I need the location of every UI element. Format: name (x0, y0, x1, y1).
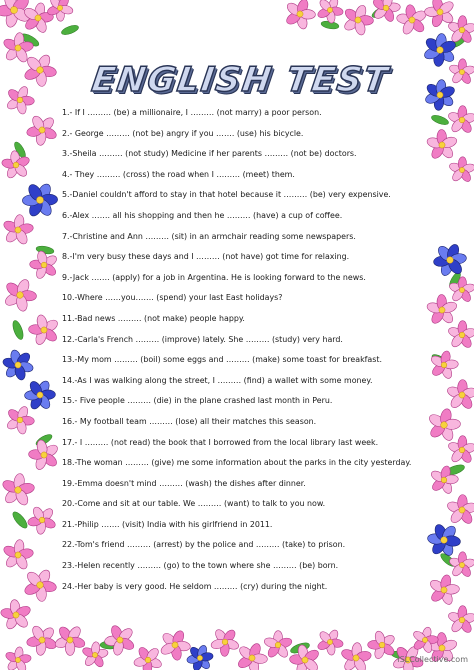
question-item: 8.-I'm very busy these days and I ……… (not have) got time for relaxing. (62, 252, 350, 262)
pink-flower-icon (285, 0, 316, 30)
pink-flower-icon (2, 539, 34, 571)
pink-flower-icon (447, 320, 474, 349)
pink-flower-icon (3, 278, 37, 312)
question-item: 10.-Where ……you……. (spend) your last East holidays? (62, 293, 283, 303)
blue-flower-icon (424, 79, 456, 111)
pink-flower-icon (447, 105, 474, 134)
question-item: 1.- If I ……… (be) a millionaire, I ……… (not marry) a poor person. (62, 108, 322, 117)
pink-flower-icon (5, 405, 34, 435)
title-text: ENGLISH TEST (88, 60, 392, 100)
question-item: 22.-Tom's friend ……… (arrest) by the police and ……… (take) to prison. (62, 540, 346, 550)
pink-flower-icon (396, 4, 428, 36)
question-item: 4.- They ……… (cross) the road when I ……… (meet) them. (62, 169, 295, 179)
question-item: 23.-Helen recently ……… (go) to the town where she ……… (be) born. (62, 561, 339, 571)
pink-flower-icon (29, 250, 58, 280)
question-item: 19.-Emma doesn't mind ……… (wash) the dishes after dinner. (62, 478, 306, 488)
question-item: 14.-As I was walking along the street, I ……… (find) a wallet with some money. (62, 375, 373, 385)
leaf-icon (430, 114, 449, 127)
question-item: 6.-Alex ……. all his shopping and then he ……… (have) a cup of coffee. (62, 210, 343, 220)
question-item: 5.-Daniel couldn't afford to stay in that hotel because it ……… (be) very expensive. (62, 190, 391, 200)
pink-flower-icon (28, 314, 59, 346)
pink-flower-icon (448, 157, 474, 184)
pink-flower-icon (447, 605, 474, 634)
watermark-text: iSLCollective.com (397, 655, 468, 664)
pink-flower-icon (159, 629, 191, 661)
pink-flower-icon (236, 642, 267, 670)
question-item: 2.- George ……… (not be) angry if you ……. (use) his bicycle. (62, 128, 304, 138)
blue-flower-icon (186, 644, 213, 670)
worksheet-title (90, 58, 390, 102)
question-item: 20.-Come and sit at our table. We ……… (want) to talk to you now. (62, 499, 326, 509)
pink-flower-icon (446, 494, 474, 525)
pink-flower-icon (210, 628, 240, 657)
question-item: 12.-Carla's French ……… (improve) lately. She ……… (study) very hard. (62, 334, 343, 344)
question-item: 13.-My mom ……… (boil) some eggs and ……… (make) some toast for breakfast. (62, 355, 382, 365)
leaf-icon (11, 319, 25, 341)
pink-flower-icon (343, 4, 374, 36)
pink-flower-icon (104, 624, 136, 656)
pink-flower-icon (133, 646, 163, 670)
question-item: 17.- I ……… (not read) the book that I borrowed from the local library last week. (62, 437, 379, 447)
pink-flower-icon (5, 85, 34, 115)
pink-flower-icon (263, 631, 293, 660)
pink-flower-icon (340, 642, 372, 670)
pink-flower-icon (28, 439, 59, 471)
pink-flower-icon (2, 214, 34, 246)
pink-flower-icon (316, 628, 343, 655)
pink-flower-icon (1, 473, 35, 507)
pink-flower-icon (54, 625, 86, 656)
question-item: 11.-Bad news ……… (not make) people happy. (62, 313, 245, 323)
leaf-icon (11, 510, 30, 530)
blue-flower-icon (22, 182, 58, 218)
blue-flower-icon (427, 523, 461, 557)
question-list (62, 103, 422, 597)
question-item: 7.-Christine and Ann ……… (sit) in an armchair reading some newspapers. (62, 231, 356, 241)
question-item: 16.- My football team ……… (lose) all their matches this season. (62, 416, 317, 426)
pink-flower-icon (27, 505, 57, 534)
pink-flower-icon (23, 53, 57, 87)
question-item: 18.-The woman ……… (give) me some information about the parks in the city yesterday. (62, 458, 412, 468)
blue-flower-icon (24, 379, 55, 411)
pink-flower-icon (448, 552, 474, 579)
question-item: 21.-Philip ……. (visit) India with his girlfriend in 2011. (62, 519, 273, 529)
pink-flower-icon (0, 599, 32, 631)
pink-flower-icon (448, 59, 474, 86)
pink-flower-icon (316, 0, 343, 24)
pink-flower-icon (371, 0, 400, 23)
question-item: 24.-Her baby is very good. He seldom ……… (cry) during the night. (62, 581, 328, 591)
question-item: 3.-Sheila ……… (not study) Medicine if her parents ……… (not be) doctors. (62, 149, 357, 159)
blue-flower-icon (433, 243, 467, 277)
leaf-icon (60, 24, 79, 37)
blue-flower-icon (2, 349, 34, 381)
pink-flower-icon (427, 408, 461, 442)
pink-flower-icon (23, 568, 57, 602)
question-item: 9.-Jack ……. (apply) for a job in Argentina. He is looking forward to the news. (62, 272, 366, 282)
question-item: 15.- Five people ……… (die) in the plane crashed last month in Peru. (62, 396, 333, 406)
pink-flower-icon (26, 624, 58, 656)
pink-flower-icon (428, 574, 459, 606)
pink-flower-icon (4, 646, 31, 670)
pink-flower-icon (1, 150, 31, 179)
pink-flower-icon (446, 379, 474, 410)
pink-flower-icon (26, 114, 58, 146)
pink-flower-icon (426, 129, 458, 160)
